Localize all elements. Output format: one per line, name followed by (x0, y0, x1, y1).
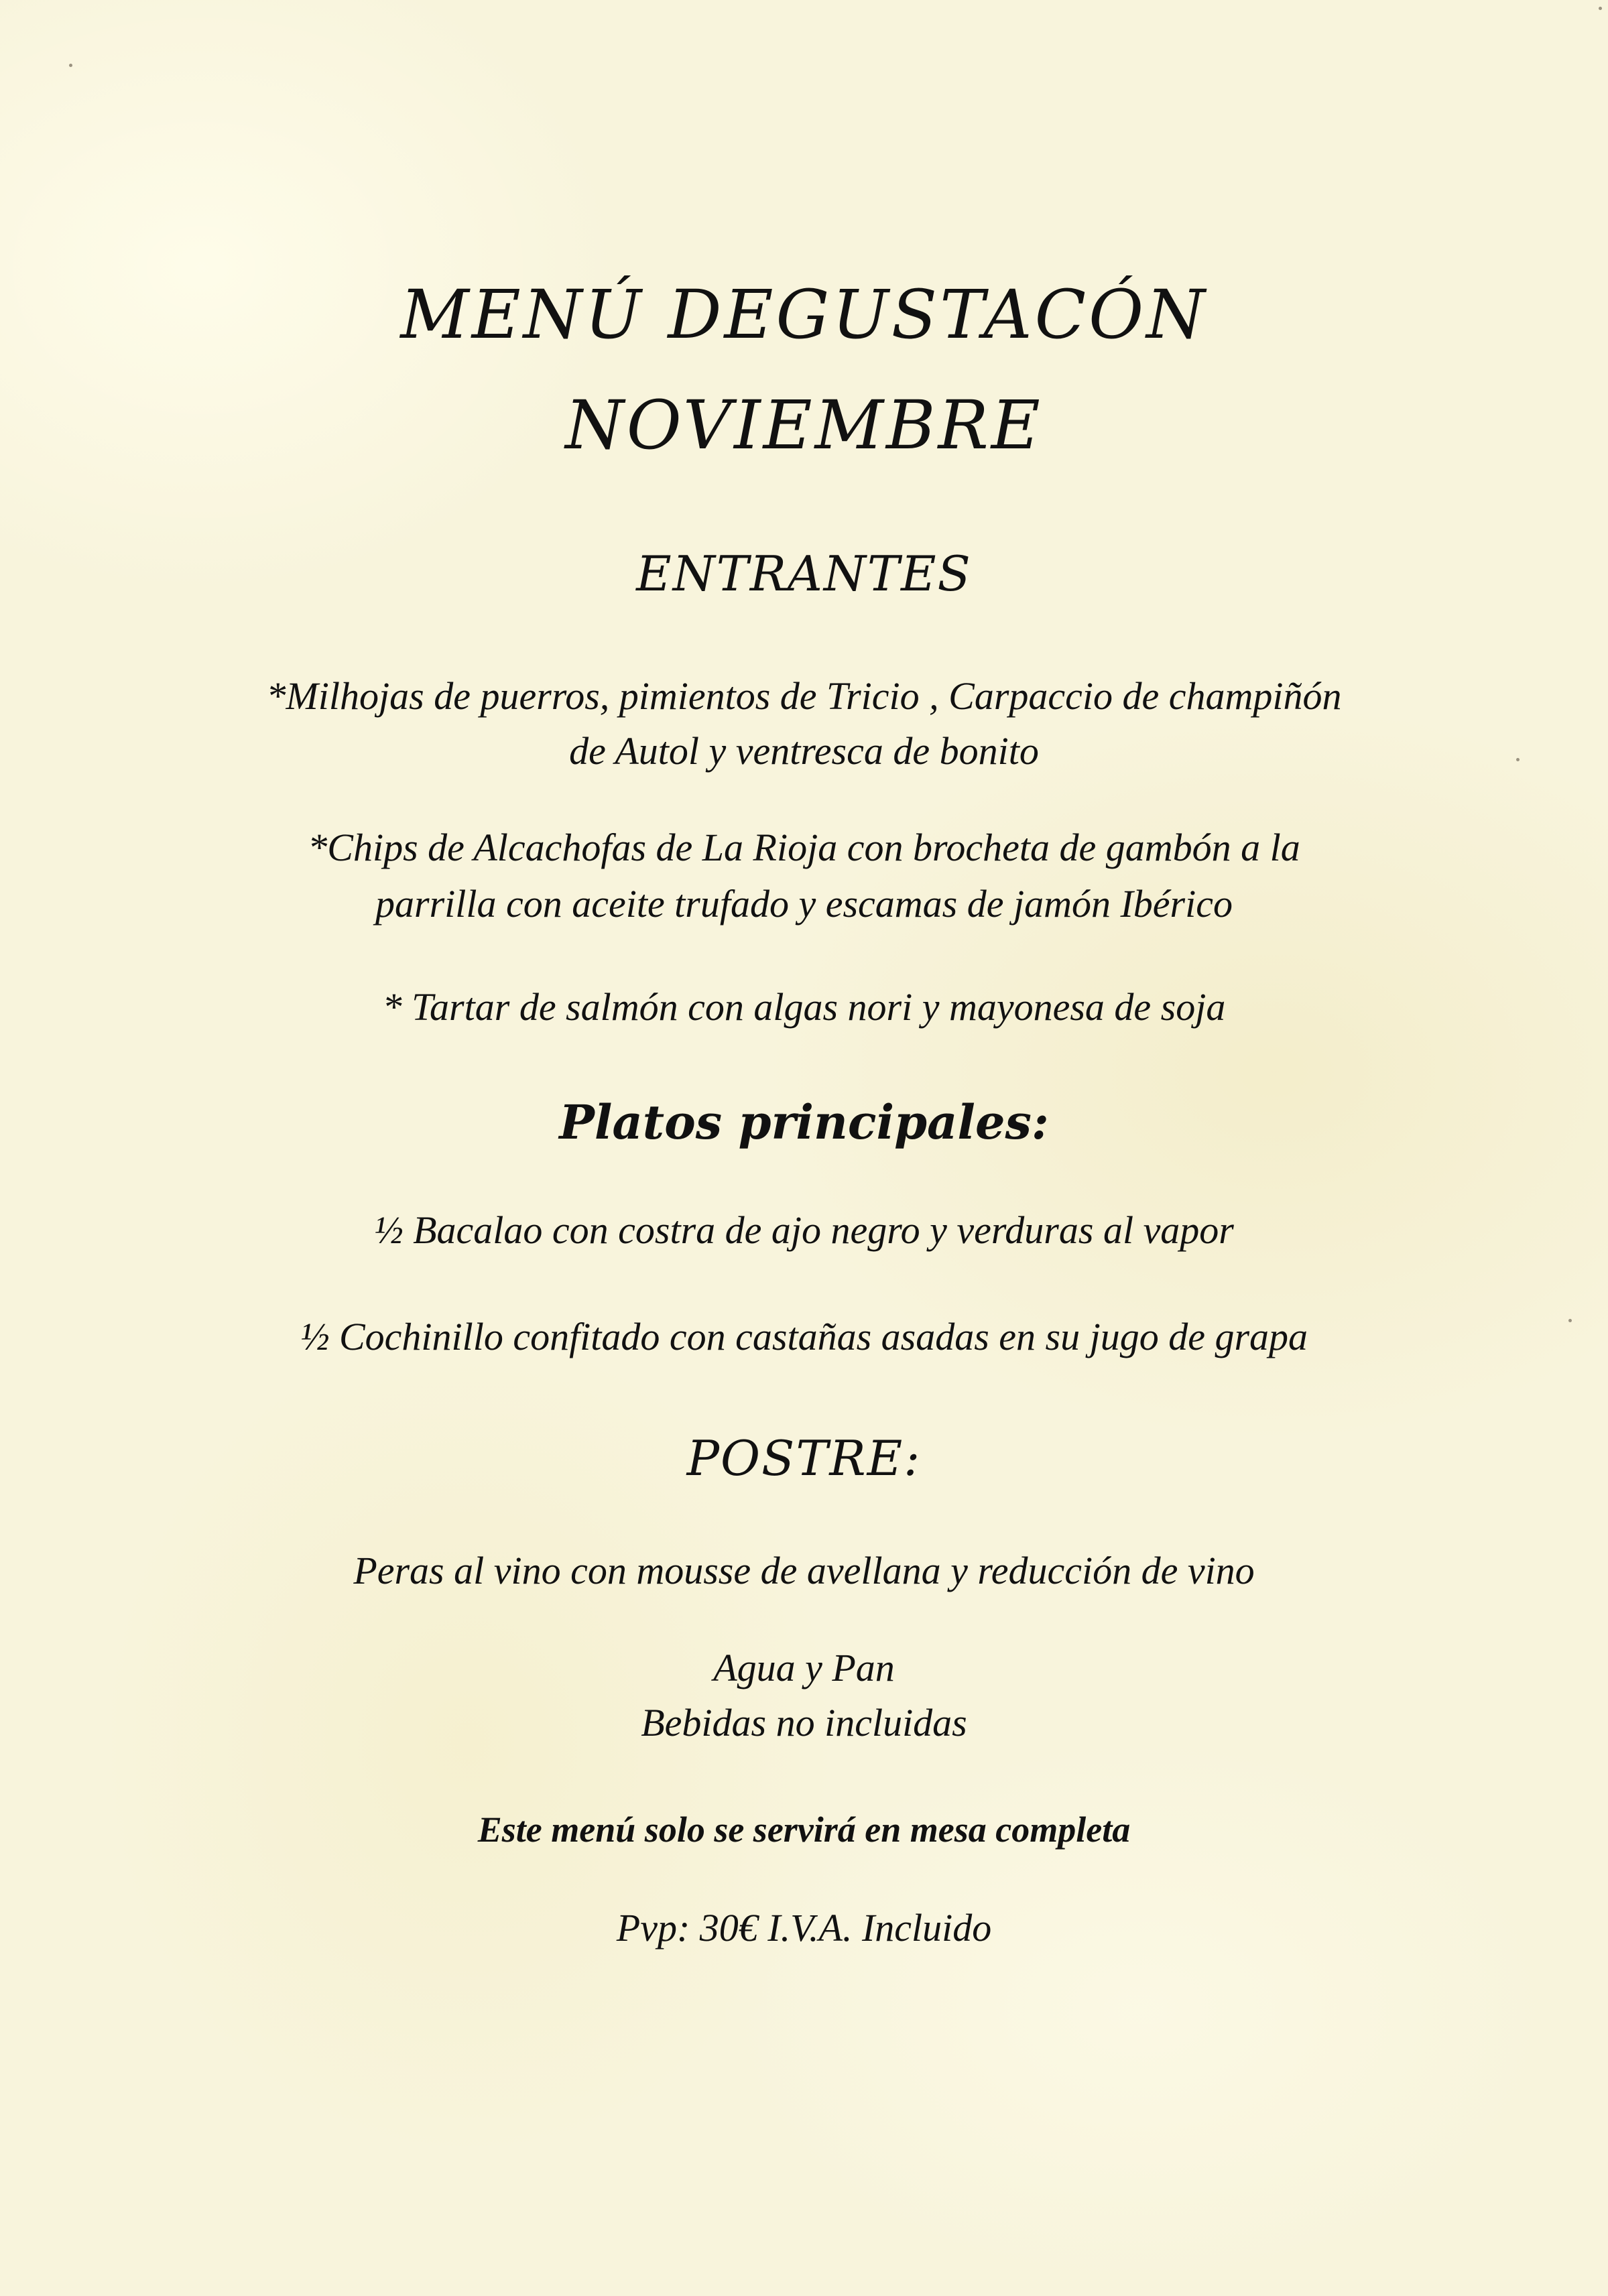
paper-speck (69, 64, 72, 67)
postre-item: Peras al vino con mousse de avellana y reducción de vino (353, 1549, 1255, 1592)
mesa-completa-note: Este menú solo se servirá en mesa completa (477, 1809, 1131, 1850)
principal-2: ½ Cochinillo confitado con castañas asadas en su jugo de grapa (300, 1315, 1308, 1358)
menu-title-line2: NOVIEMBRE (565, 386, 1043, 464)
paper-speck (1599, 7, 1602, 10)
agua-pan: Agua y Pan (713, 1646, 895, 1689)
entrantes-heading: ENTRANTES (636, 546, 972, 602)
entrante-1-line2: de Autol y ventresca de bonito (569, 729, 1039, 773)
principal-1: ½ Bacalao con costra de ajo negro y verduras al vapor (374, 1208, 1234, 1252)
entrante-3: * Tartar de salmón con algas nori y mayonesa de soja (382, 985, 1226, 1029)
entrante-2-line2: parrilla con aceite trufado y escamas de jamón Ibérico (375, 882, 1233, 926)
entrante-1-line1: *Milhojas de puerros, pimientos de Tricio , Carpaccio de champiñón (266, 674, 1342, 718)
price: Pvp: 30€ I.V.A. Incluido (616, 1906, 992, 1950)
principales-heading: Platos principales: (559, 1094, 1049, 1150)
bebidas-note: Bebidas no incluidas (641, 1701, 967, 1744)
entrante-2-line1: *Chips de Alcachofas de La Rioja con brocheta de gambón a la (308, 826, 1300, 869)
postre-heading: POSTRE: (686, 1430, 922, 1486)
menu-title-line1: MENÚ DEGUSTACÓN (400, 275, 1208, 354)
